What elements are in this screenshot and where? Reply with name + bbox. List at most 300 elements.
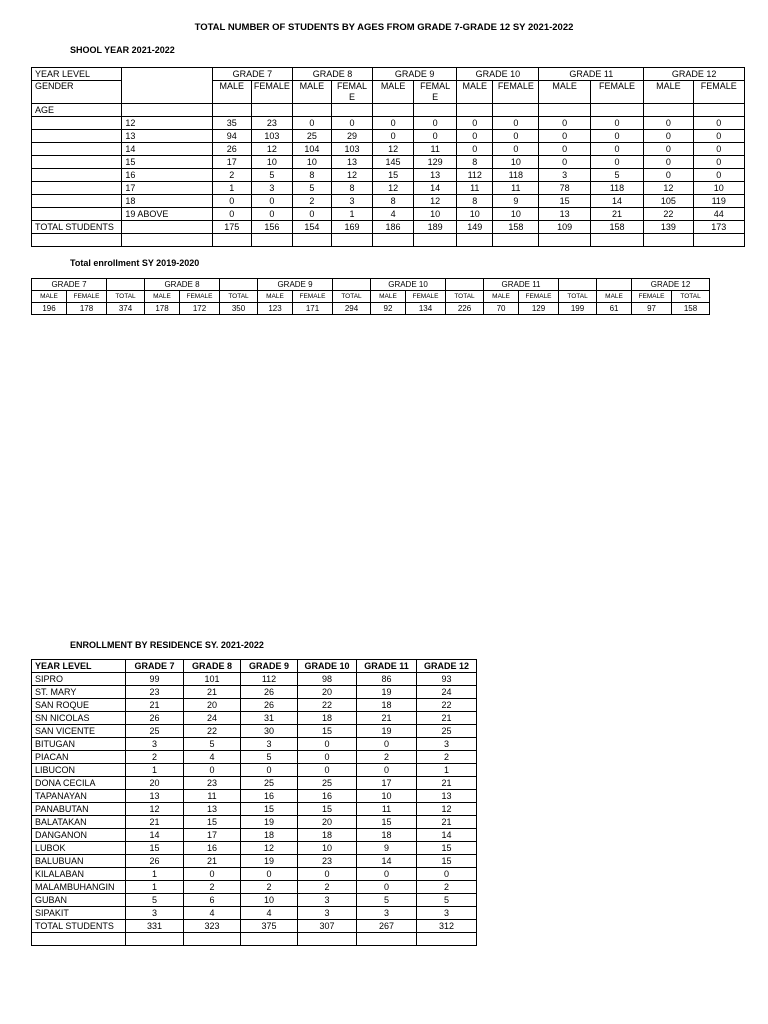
value-cell: 0 xyxy=(457,117,493,130)
female-header: FEMALE xyxy=(493,81,539,104)
table-row xyxy=(32,725,477,738)
table-row xyxy=(32,894,477,907)
table-row xyxy=(32,738,477,751)
table-row xyxy=(32,829,477,842)
value-cell: 10 xyxy=(292,156,331,169)
value-cell: 0 xyxy=(251,208,292,221)
residence-name-cell: ST. MARY xyxy=(32,686,126,699)
male-header: MALE xyxy=(145,291,180,303)
value-cell: 0 xyxy=(590,130,643,143)
value-cell: 12 xyxy=(331,169,372,182)
grade-header: GRADE 12 xyxy=(632,279,710,291)
table-row xyxy=(32,712,477,725)
residence-name-cell: TAPANAYAN xyxy=(32,790,126,803)
value-cell: 26 xyxy=(212,143,251,156)
value-cell: 14 xyxy=(357,855,417,868)
total-cell: 331 xyxy=(126,920,184,933)
value-cell: 2 xyxy=(292,195,331,208)
value-cell: 2 xyxy=(212,169,251,182)
value-cell: 4 xyxy=(241,907,298,920)
value-cell: 5 xyxy=(292,182,331,195)
value-cell: 94 xyxy=(212,130,251,143)
value-cell: 3 xyxy=(241,738,298,751)
table-row xyxy=(32,907,477,920)
value-cell: 2 xyxy=(357,751,417,764)
female-header: FEMALE xyxy=(406,291,446,303)
value-cell: 8 xyxy=(457,195,493,208)
value-cell: 9 xyxy=(357,842,417,855)
residence-name-cell: GUBAN xyxy=(32,894,126,907)
value-cell: 19 xyxy=(241,855,298,868)
value-cell: 18 xyxy=(357,829,417,842)
value-cell: 5 xyxy=(251,169,292,182)
male-header: MALE xyxy=(32,291,67,303)
female-header: FEMALE xyxy=(632,291,672,303)
value-cell: 3 xyxy=(298,894,357,907)
value-cell: 0 xyxy=(539,156,590,169)
value-cell: 0 xyxy=(331,117,372,130)
value-cell: 8 xyxy=(373,195,414,208)
residence-title: ENROLLMENT BY RESIDENCE SY. 2021-2022 xyxy=(70,640,264,650)
value-cell: 0 xyxy=(292,117,331,130)
value-cell: 97 xyxy=(632,303,672,315)
table-row xyxy=(32,842,477,855)
value-cell: 10 xyxy=(493,156,539,169)
residence-name-cell: SN NICOLAS xyxy=(32,712,126,725)
value-cell: 0 xyxy=(590,156,643,169)
total-cell: 156 xyxy=(251,221,292,234)
value-cell: 6 xyxy=(184,894,241,907)
female-header: FEMAL E xyxy=(331,81,372,104)
value-cell: 3 xyxy=(357,907,417,920)
value-cell: 99 xyxy=(126,673,184,686)
total-cell: 109 xyxy=(539,221,590,234)
value-cell: 20 xyxy=(298,816,357,829)
value-cell: 11 xyxy=(493,182,539,195)
value-cell: 22 xyxy=(644,208,693,221)
total-header: TOTAL xyxy=(107,291,145,303)
value-cell: 0 xyxy=(644,156,693,169)
value-cell: 118 xyxy=(590,182,643,195)
value-cell: 14 xyxy=(414,182,457,195)
empty-cell xyxy=(32,156,122,169)
value-cell: 2 xyxy=(184,881,241,894)
value-cell: 103 xyxy=(331,143,372,156)
total-cell: 189 xyxy=(414,221,457,234)
value-cell: 0 xyxy=(357,868,417,881)
value-cell: 12 xyxy=(241,842,298,855)
total-header: TOTAL xyxy=(446,291,484,303)
value-cell: 0 xyxy=(298,868,357,881)
value-cell: 17 xyxy=(357,777,417,790)
residence-name-cell: DANGANON xyxy=(32,829,126,842)
total-cell: 267 xyxy=(357,920,417,933)
value-cell: 0 xyxy=(373,130,414,143)
value-cell: 20 xyxy=(126,777,184,790)
value-cell: 8 xyxy=(457,156,493,169)
male-header: MALE xyxy=(258,291,293,303)
total-cell: 323 xyxy=(184,920,241,933)
value-cell: 9 xyxy=(493,195,539,208)
value-cell: 15 xyxy=(298,803,357,816)
value-cell: 15 xyxy=(539,195,590,208)
value-cell: 0 xyxy=(184,764,241,777)
age-cell: 19 ABOVE xyxy=(122,208,212,221)
value-cell: 15 xyxy=(417,855,477,868)
value-cell: 21 xyxy=(590,208,643,221)
value-cell: 0 xyxy=(644,130,693,143)
empty-cell xyxy=(32,195,122,208)
value-cell: 19 xyxy=(357,686,417,699)
male-header: MALE xyxy=(212,81,251,104)
value-cell: 0 xyxy=(292,208,331,221)
value-cell: 12 xyxy=(414,195,457,208)
value-cell: 2 xyxy=(417,881,477,894)
value-cell: 14 xyxy=(126,829,184,842)
value-cell: 22 xyxy=(417,699,477,712)
value-cell: 0 xyxy=(539,130,590,143)
value-cell: 25 xyxy=(298,777,357,790)
value-cell: 0 xyxy=(493,117,539,130)
value-cell: 350 xyxy=(220,303,258,315)
total-cell: 186 xyxy=(373,221,414,234)
value-cell: 4 xyxy=(184,751,241,764)
value-cell: 14 xyxy=(590,195,643,208)
residence-name-cell: SIPAKIT xyxy=(32,907,126,920)
value-cell: 13 xyxy=(126,790,184,803)
value-cell: 129 xyxy=(519,303,559,315)
value-cell: 0 xyxy=(251,195,292,208)
value-cell: 10 xyxy=(414,208,457,221)
value-cell: 10 xyxy=(493,208,539,221)
value-cell: 18 xyxy=(357,699,417,712)
grade-header: GRADE 8 xyxy=(292,68,372,81)
value-cell: 25 xyxy=(126,725,184,738)
value-cell: 0 xyxy=(212,208,251,221)
value-cell: 0 xyxy=(241,868,298,881)
grade-header: GRADE 9 xyxy=(258,279,333,291)
age-cell: 18 xyxy=(122,195,212,208)
value-cell: 12 xyxy=(417,803,477,816)
residence-name-cell: PANABUTAN xyxy=(32,803,126,816)
page-title: TOTAL NUMBER OF STUDENTS BY AGES FROM GRADE 7-GRADE 12 SY 2021-2022 xyxy=(194,22,574,33)
value-cell: 112 xyxy=(241,673,298,686)
value-cell: 10 xyxy=(298,842,357,855)
value-cell: 16 xyxy=(241,790,298,803)
value-cell: 19 xyxy=(241,816,298,829)
value-cell: 23 xyxy=(298,855,357,868)
value-cell: 1 xyxy=(126,764,184,777)
value-cell: 134 xyxy=(406,303,446,315)
value-cell: 199 xyxy=(559,303,597,315)
value-cell: 3 xyxy=(298,907,357,920)
value-cell: 0 xyxy=(212,195,251,208)
value-cell: 44 xyxy=(693,208,744,221)
value-cell: 0 xyxy=(298,764,357,777)
gender-label: GENDER xyxy=(32,81,122,104)
value-cell: 1 xyxy=(212,182,251,195)
value-cell: 26 xyxy=(126,855,184,868)
value-cell: 61 xyxy=(597,303,632,315)
value-cell: 112 xyxy=(457,169,493,182)
residence-name-cell: BALUBUAN xyxy=(32,855,126,868)
total-cell: 158 xyxy=(493,221,539,234)
value-cell: 118 xyxy=(493,169,539,182)
total-cell: 375 xyxy=(241,920,298,933)
value-cell: 21 xyxy=(126,699,184,712)
residence-name-cell: DONA CECILA xyxy=(32,777,126,790)
residence-name-cell: SAN VICENTE xyxy=(32,725,126,738)
value-cell: 93 xyxy=(417,673,477,686)
age-cell: 15 xyxy=(122,156,212,169)
value-cell: 21 xyxy=(126,816,184,829)
value-cell: 5 xyxy=(357,894,417,907)
value-cell: 0 xyxy=(693,130,744,143)
value-cell: 15 xyxy=(357,816,417,829)
table-row xyxy=(32,673,477,686)
value-cell: 0 xyxy=(693,156,744,169)
value-cell: 30 xyxy=(241,725,298,738)
age-cell: 12 xyxy=(122,117,212,130)
value-cell: 25 xyxy=(417,725,477,738)
value-cell: 14 xyxy=(417,829,477,842)
value-cell: 1 xyxy=(417,764,477,777)
column-header: GRADE 10 xyxy=(298,660,357,673)
ages-table xyxy=(31,67,745,247)
value-cell: 3 xyxy=(539,169,590,182)
table-row xyxy=(32,764,477,777)
total-students-label: TOTAL STUDENTS xyxy=(32,920,126,933)
value-cell: 171 xyxy=(293,303,333,315)
value-cell: 26 xyxy=(241,686,298,699)
value-cell: 11 xyxy=(457,182,493,195)
age-label: AGE xyxy=(32,104,122,117)
value-cell: 374 xyxy=(107,303,145,315)
value-cell: 21 xyxy=(417,816,477,829)
residence-name-cell: BALATAKAN xyxy=(32,816,126,829)
total-cell: 154 xyxy=(292,221,331,234)
value-cell: 26 xyxy=(126,712,184,725)
value-cell: 103 xyxy=(251,130,292,143)
value-cell: 13 xyxy=(184,803,241,816)
value-cell: 21 xyxy=(357,712,417,725)
value-cell: 158 xyxy=(672,303,710,315)
value-cell: 0 xyxy=(417,868,477,881)
value-cell: 12 xyxy=(373,143,414,156)
value-cell: 2 xyxy=(241,881,298,894)
table-row xyxy=(32,130,745,143)
residence-name-cell: BITUGAN xyxy=(32,738,126,751)
value-cell: 0 xyxy=(457,130,493,143)
age-cell: 16 xyxy=(122,169,212,182)
value-cell: 20 xyxy=(184,699,241,712)
enrollment-2019-table xyxy=(31,278,710,315)
value-cell: 1 xyxy=(126,868,184,881)
value-cell: 10 xyxy=(457,208,493,221)
residence-name-cell: LIBUCON xyxy=(32,764,126,777)
column-header: GRADE 11 xyxy=(357,660,417,673)
empty-cell xyxy=(32,130,122,143)
value-cell: 11 xyxy=(357,803,417,816)
table-row xyxy=(32,156,745,169)
value-cell: 178 xyxy=(145,303,180,315)
female-header: FEMALE xyxy=(590,81,643,104)
column-header: YEAR LEVEL xyxy=(32,660,126,673)
value-cell: 18 xyxy=(241,829,298,842)
value-cell: 0 xyxy=(414,117,457,130)
value-cell: 5 xyxy=(126,894,184,907)
value-cell: 11 xyxy=(184,790,241,803)
value-cell: 16 xyxy=(298,790,357,803)
value-cell: 10 xyxy=(693,182,744,195)
female-header: FEMALE xyxy=(293,291,333,303)
total-cell: 169 xyxy=(331,221,372,234)
value-cell: 10 xyxy=(251,156,292,169)
school-year-label: SHOOL YEAR 2021-2022 xyxy=(70,45,175,55)
value-cell: 0 xyxy=(590,117,643,130)
table-row xyxy=(32,816,477,829)
male-header: MALE xyxy=(484,291,519,303)
value-cell: 15 xyxy=(298,725,357,738)
female-header: FEMAL E xyxy=(414,81,457,104)
value-cell: 78 xyxy=(539,182,590,195)
value-cell: 21 xyxy=(184,686,241,699)
value-cell: 92 xyxy=(371,303,406,315)
value-cell: 5 xyxy=(241,751,298,764)
empty-cell xyxy=(32,117,122,130)
value-cell: 0 xyxy=(644,117,693,130)
value-cell: 13 xyxy=(414,169,457,182)
residence-name-cell: SIPRO xyxy=(32,673,126,686)
value-cell: 3 xyxy=(126,738,184,751)
grade-header: GRADE 7 xyxy=(32,279,107,291)
grade-header: GRADE 8 xyxy=(145,279,220,291)
grade-header: GRADE 10 xyxy=(457,68,539,81)
value-cell: 12 xyxy=(644,182,693,195)
value-cell: 26 xyxy=(241,699,298,712)
age-cell: 13 xyxy=(122,130,212,143)
value-cell: 0 xyxy=(414,130,457,143)
table-row xyxy=(32,182,745,195)
table-row xyxy=(32,699,477,712)
male-header: MALE xyxy=(539,81,590,104)
value-cell: 0 xyxy=(539,143,590,156)
table-row xyxy=(32,777,477,790)
value-cell: 3 xyxy=(126,907,184,920)
value-cell: 23 xyxy=(251,117,292,130)
column-header: GRADE 8 xyxy=(184,660,241,673)
total-cell: 307 xyxy=(298,920,357,933)
value-cell: 0 xyxy=(457,143,493,156)
table-row xyxy=(32,169,745,182)
column-header: GRADE 9 xyxy=(241,660,298,673)
value-cell: 196 xyxy=(32,303,67,315)
female-header: FEMALE xyxy=(693,81,744,104)
value-cell: 2 xyxy=(298,881,357,894)
grade-header: GRADE 10 xyxy=(371,279,446,291)
table-row xyxy=(32,208,745,221)
value-cell: 12 xyxy=(126,803,184,816)
value-cell: 11 xyxy=(414,143,457,156)
value-cell: 29 xyxy=(331,130,372,143)
value-cell: 4 xyxy=(184,907,241,920)
value-cell: 18 xyxy=(298,829,357,842)
total-header: TOTAL xyxy=(333,291,371,303)
value-cell: 21 xyxy=(417,712,477,725)
value-cell: 0 xyxy=(357,738,417,751)
value-cell: 0 xyxy=(357,764,417,777)
value-cell: 17 xyxy=(212,156,251,169)
value-cell: 8 xyxy=(292,169,331,182)
total-header: TOTAL xyxy=(672,291,710,303)
value-cell: 20 xyxy=(298,686,357,699)
grade-header: GRADE 11 xyxy=(484,279,559,291)
value-cell: 0 xyxy=(644,143,693,156)
value-cell: 145 xyxy=(373,156,414,169)
total-cell: 149 xyxy=(457,221,493,234)
grade-header: GRADE 9 xyxy=(373,68,457,81)
value-cell: 178 xyxy=(67,303,107,315)
value-cell: 12 xyxy=(251,143,292,156)
empty-cell xyxy=(32,169,122,182)
value-cell: 0 xyxy=(373,117,414,130)
value-cell: 21 xyxy=(417,777,477,790)
value-cell: 15 xyxy=(241,803,298,816)
value-cell: 21 xyxy=(184,855,241,868)
value-cell: 13 xyxy=(417,790,477,803)
male-header: MALE xyxy=(457,81,493,104)
total-cell: 312 xyxy=(417,920,477,933)
male-header: MALE xyxy=(644,81,693,104)
value-cell: 5 xyxy=(590,169,643,182)
value-cell: 2 xyxy=(417,751,477,764)
value-cell: 15 xyxy=(126,842,184,855)
value-cell: 0 xyxy=(184,868,241,881)
value-cell: 23 xyxy=(184,777,241,790)
total-header: TOTAL xyxy=(559,291,597,303)
value-cell: 8 xyxy=(331,182,372,195)
value-cell: 5 xyxy=(417,894,477,907)
male-header: MALE xyxy=(371,291,406,303)
table-row xyxy=(32,117,745,130)
value-cell: 24 xyxy=(417,686,477,699)
residence-name-cell: SAN ROQUE xyxy=(32,699,126,712)
value-cell: 23 xyxy=(126,686,184,699)
residence-name-cell: MALAMBUHANGIN xyxy=(32,881,126,894)
table-row xyxy=(32,855,477,868)
value-cell: 25 xyxy=(292,130,331,143)
value-cell: 86 xyxy=(357,673,417,686)
value-cell: 15 xyxy=(373,169,414,182)
table-row xyxy=(32,195,745,208)
value-cell: 0 xyxy=(539,117,590,130)
total-cell: 175 xyxy=(212,221,251,234)
column-header: GRADE 7 xyxy=(126,660,184,673)
value-cell: 3 xyxy=(251,182,292,195)
value-cell: 0 xyxy=(493,130,539,143)
value-cell: 24 xyxy=(184,712,241,725)
age-cell: 17 xyxy=(122,182,212,195)
value-cell: 0 xyxy=(644,169,693,182)
value-cell: 129 xyxy=(414,156,457,169)
value-cell: 105 xyxy=(644,195,693,208)
enrollment-2019-title: Total enrollment SY 2019-2020 xyxy=(70,258,200,268)
value-cell: 0 xyxy=(298,751,357,764)
value-cell: 12 xyxy=(373,182,414,195)
table-row xyxy=(32,751,477,764)
value-cell: 294 xyxy=(333,303,371,315)
value-cell: 2 xyxy=(126,751,184,764)
